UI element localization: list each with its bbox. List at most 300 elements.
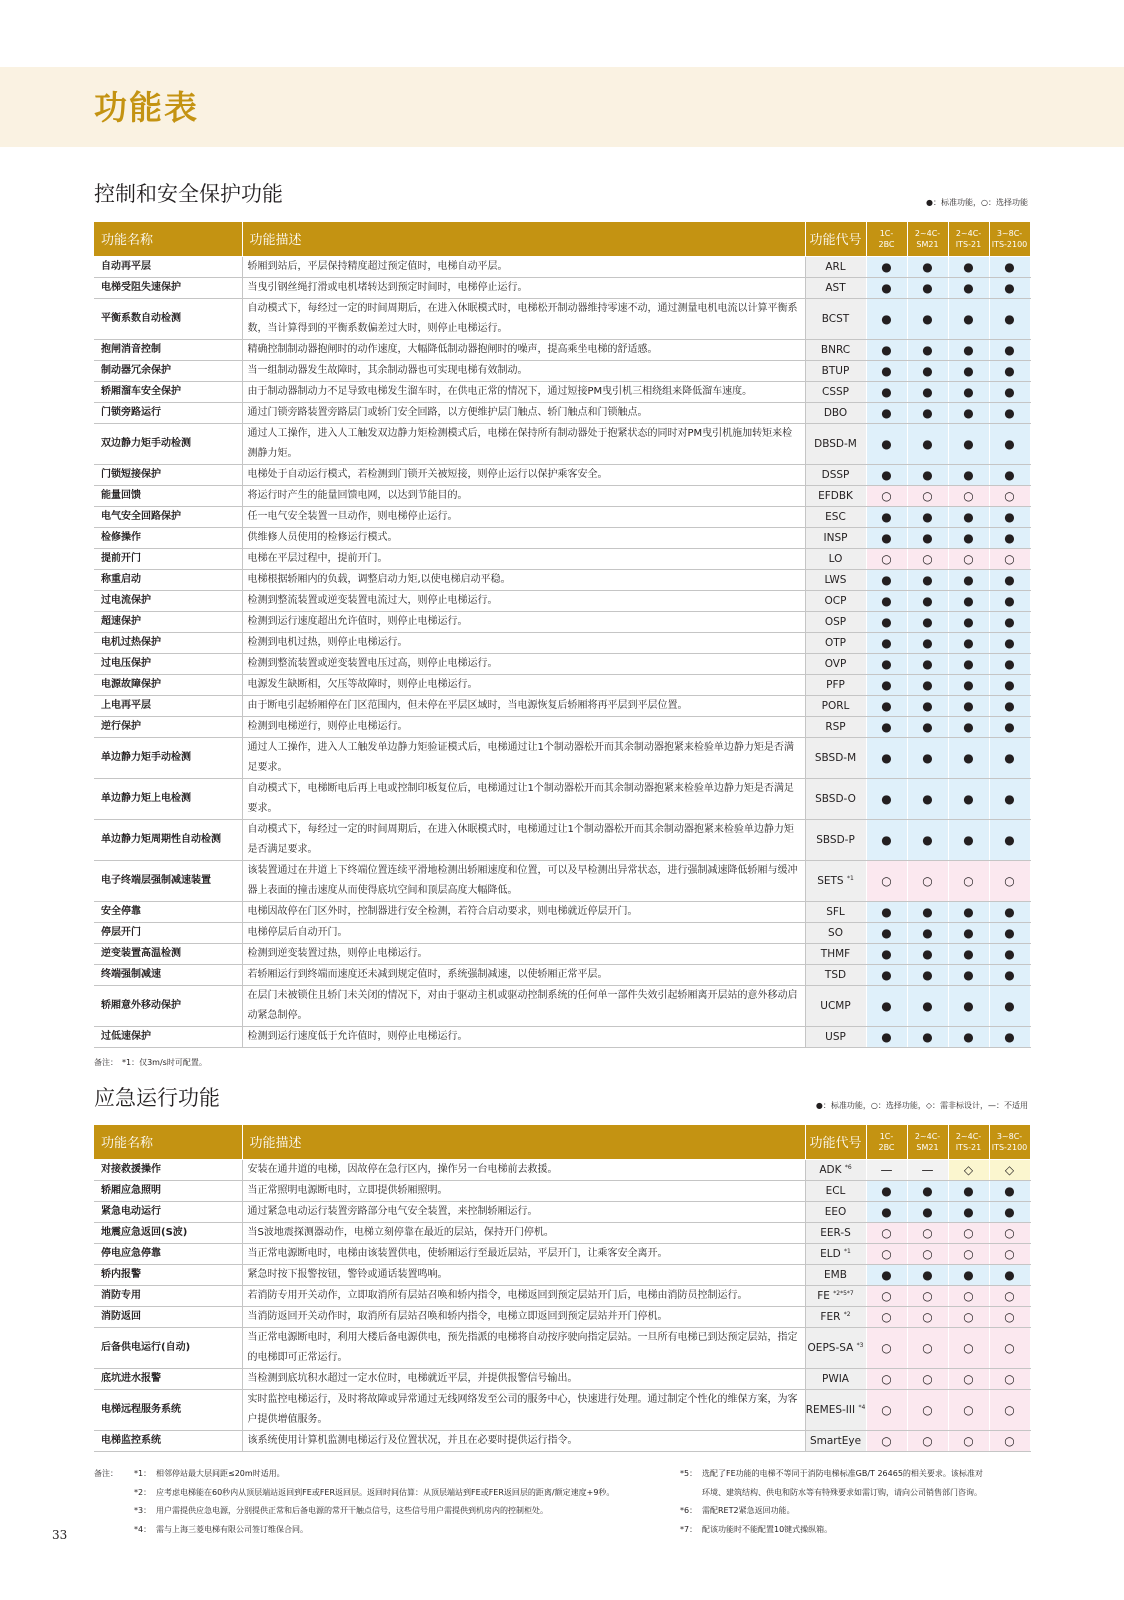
function-code <box>805 1285 866 1306</box>
function-name: 电梯监控系统 <box>94 1430 242 1451</box>
function-code <box>805 527 866 548</box>
availability-mark: ● <box>948 985 989 1026</box>
availability-mark: ● <box>948 695 989 716</box>
function-code-text: TSD <box>824 968 847 981</box>
function-name: 制动器冗余保护 <box>94 360 242 381</box>
table-row <box>94 277 1030 298</box>
availability-mark: ◇ <box>989 1159 1030 1180</box>
table-row <box>94 527 1030 548</box>
availability-mark: ○ <box>866 485 907 506</box>
function-code-text: SETS <box>817 874 844 887</box>
availability-mark: ● <box>948 423 989 464</box>
availability-mark: ● <box>989 943 1030 964</box>
availability-mark: ● <box>866 922 907 943</box>
availability-mark: ● <box>866 506 907 527</box>
availability-mark: ○ <box>948 1368 989 1389</box>
function-code <box>805 506 866 527</box>
availability-mark: ● <box>866 339 907 360</box>
function-name: 后备供电运行(自动) <box>94 1327 242 1368</box>
legend-emergency: ●：标准功能，○：选择功能，◇：需非标设计，—：不适用 <box>815 1101 1028 1110</box>
header-model-1c-2bc <box>866 1125 907 1159</box>
function-desc: 电梯因故停在门区外时，控制器进行安全检测，若符合启动要求，则电梯就近停层开门。 <box>242 901 805 922</box>
table-row <box>94 1389 1030 1430</box>
availability-mark: ● <box>948 381 989 402</box>
availability-mark: ● <box>948 464 989 485</box>
availability-mark: ○ <box>948 1222 989 1243</box>
function-code <box>805 716 866 737</box>
function-code <box>805 1264 866 1285</box>
note-row <box>680 1521 983 1540</box>
function-code-text: REMES-III <box>805 1403 856 1416</box>
header-function-code: 功能代号 <box>805 1125 866 1159</box>
function-name: 地震应急返回(S波) <box>94 1222 242 1243</box>
function-code <box>805 485 866 506</box>
function-code <box>805 360 866 381</box>
availability-mark: ○ <box>907 1368 948 1389</box>
availability-mark: ● <box>866 985 907 1026</box>
availability-mark: ● <box>948 569 989 590</box>
function-name: 电源故障保护 <box>94 674 242 695</box>
availability-mark: ● <box>907 298 948 339</box>
control-safety-table <box>94 222 1031 1048</box>
function-code-text: THMF <box>820 947 851 960</box>
function-name: 上电再平层 <box>94 695 242 716</box>
note-text: 环境、建筑结构、供电和防水等有特殊要求如需订购，请向公司销售部门咨询。 <box>702 1487 982 1497</box>
function-desc: 当正常照明电源断电时，立即提供轿厢照明。 <box>242 1180 805 1201</box>
note-label: 备注： <box>94 1469 118 1478</box>
function-code <box>805 632 866 653</box>
availability-mark: ● <box>948 653 989 674</box>
function-code-text: PORL <box>821 699 850 712</box>
function-desc: 电梯处于自动运行模式，若检测到门锁开关被短接，则停止运行以保护乘客安全。 <box>242 464 805 485</box>
table-row <box>94 1264 1030 1285</box>
function-code <box>805 1201 866 1222</box>
availability-mark: ● <box>866 402 907 423</box>
function-code-text: SO <box>828 926 843 939</box>
availability-mark: ● <box>907 632 948 653</box>
note-row <box>94 1521 614 1540</box>
function-code <box>805 737 866 778</box>
function-code-text: UCMP <box>820 999 851 1012</box>
availability-mark: ● <box>907 695 948 716</box>
availability-mark: ● <box>989 402 1030 423</box>
availability-mark: ○ <box>907 1430 948 1451</box>
availability-mark: ● <box>866 423 907 464</box>
note-number <box>680 1484 702 1503</box>
table-row <box>94 778 1030 819</box>
table-row <box>94 964 1030 985</box>
function-code <box>805 1368 866 1389</box>
function-code <box>805 860 866 901</box>
table-row <box>94 548 1030 569</box>
function-code-text: CSSP <box>822 385 849 398</box>
availability-mark: ● <box>866 695 907 716</box>
function-desc: 轿厢到站后，平层保持精度超过预定值时，电梯自动平层。 <box>242 256 805 277</box>
function-code <box>805 423 866 464</box>
function-desc: 当检测到底坑积水超过一定水位时，电梯就近平层，并提供报警信号输出。 <box>242 1368 805 1389</box>
availability-mark: ● <box>907 527 948 548</box>
header-function-name: 功能名称 <box>94 1125 242 1159</box>
availability-mark: ● <box>907 506 948 527</box>
availability-mark: ● <box>907 360 948 381</box>
function-code-text: EMB <box>824 1268 847 1281</box>
note-row <box>94 1484 614 1503</box>
availability-mark: ○ <box>989 548 1030 569</box>
availability-mark: ● <box>989 632 1030 653</box>
table-row <box>94 506 1030 527</box>
header-function-desc: 功能描述 <box>242 222 805 256</box>
availability-mark: ○ <box>907 548 948 569</box>
availability-mark: ● <box>989 737 1030 778</box>
availability-mark: ● <box>866 943 907 964</box>
emergency-table <box>94 1125 1031 1452</box>
page-title: 功能表 <box>94 88 199 127</box>
availability-mark: ○ <box>866 1327 907 1368</box>
availability-mark: ● <box>989 985 1030 1026</box>
availability-mark: ○ <box>989 1368 1030 1389</box>
function-code <box>805 277 866 298</box>
function-desc: 任一电气安全装置一旦动作，则电梯停止运行。 <box>242 506 805 527</box>
control-safety-note: 备注： *1：仅3m/s时可配置。 <box>94 1058 207 1067</box>
table-row <box>94 423 1030 464</box>
availability-mark: ○ <box>866 1430 907 1451</box>
function-desc: 当一组制动器发生故障时，其余制动器也可实现电梯有效制动。 <box>242 360 805 381</box>
function-desc: 当曳引钢丝绳打滑或电机堵转达到预定时间时，电梯停止运行。 <box>242 277 805 298</box>
function-desc: 通过紧急电动运行装置旁路部分电气安全装置，来控制轿厢运行。 <box>242 1201 805 1222</box>
availability-mark: ○ <box>989 1222 1030 1243</box>
function-code-text: ADK <box>819 1163 842 1176</box>
function-name: 终端强制减速 <box>94 964 242 985</box>
availability-mark: ● <box>907 339 948 360</box>
availability-mark: ○ <box>907 1389 948 1430</box>
function-desc: 检测到整流装置或逆变装置电压过高，则停止电梯运行。 <box>242 653 805 674</box>
availability-mark: ● <box>907 943 948 964</box>
availability-mark: ○ <box>866 1285 907 1306</box>
availability-mark: ● <box>989 423 1030 464</box>
availability-mark: ● <box>989 339 1030 360</box>
function-desc: 当正常电源断电时，电梯由该装置供电，使轿厢运行至最近层站，平层开门，让乘客安全离开。 <box>242 1243 805 1264</box>
availability-mark: — <box>907 1159 948 1180</box>
function-name: 电子终端层强制减速装置 <box>94 860 242 901</box>
note-number: *6： <box>680 1506 698 1515</box>
function-code <box>805 464 866 485</box>
legend-control-safety: ●：标准功能，○：选择功能 <box>926 198 1028 207</box>
table-row <box>94 569 1030 590</box>
availability-mark: ● <box>866 298 907 339</box>
header-model-label: 2~4C- ITS-21 <box>955 1131 982 1152</box>
availability-mark: ● <box>989 922 1030 943</box>
availability-mark: ● <box>989 569 1030 590</box>
note-label <box>94 1521 134 1540</box>
availability-mark: ○ <box>948 1285 989 1306</box>
function-code <box>805 1389 866 1430</box>
availability-mark: ● <box>866 590 907 611</box>
availability-mark: ● <box>948 778 989 819</box>
function-code-text: EFDBK <box>818 489 853 502</box>
availability-mark: ○ <box>989 485 1030 506</box>
table-row <box>94 256 1030 277</box>
availability-mark: ● <box>989 256 1030 277</box>
table-row <box>94 695 1030 716</box>
header-model-its2100 <box>989 222 1030 256</box>
availability-mark: ● <box>866 277 907 298</box>
availability-mark: ○ <box>948 548 989 569</box>
availability-mark: ● <box>907 569 948 590</box>
function-name: 超速保护 <box>94 611 242 632</box>
function-code-note: *4 <box>858 1403 866 1411</box>
availability-mark: ● <box>866 674 907 695</box>
availability-mark: ● <box>907 1026 948 1047</box>
table-row <box>94 1285 1030 1306</box>
header-model-label: 2~4C- SM21 <box>914 1131 941 1152</box>
availability-mark: ● <box>989 716 1030 737</box>
function-code-text: DBO <box>823 406 848 419</box>
table-row <box>94 1306 1030 1327</box>
header-model-its21 <box>948 1125 989 1159</box>
availability-mark: ● <box>866 901 907 922</box>
table-row <box>94 1026 1030 1047</box>
table-row <box>94 1222 1030 1243</box>
availability-mark: ● <box>989 653 1030 674</box>
function-desc: 检测到运行速度低于允许值时，则停止电梯运行。 <box>242 1026 805 1047</box>
availability-mark: ● <box>866 819 907 860</box>
function-code-text: LWS <box>824 573 847 586</box>
availability-mark: ● <box>866 569 907 590</box>
function-code-text: INSP <box>823 531 848 544</box>
availability-mark: ● <box>866 464 907 485</box>
function-desc: 安装在通井道的电梯，因故停在急行区内，操作另一台电梯前去救援。 <box>242 1159 805 1180</box>
function-desc: 由于断电引起轿厢停在门区范围内，但未停在平层区域时，当电源恢复后轿厢将再平层到平层位置。 <box>242 695 805 716</box>
note-row <box>94 1465 614 1484</box>
availability-mark: ● <box>907 611 948 632</box>
note-text: 选配了FE功能的电梯不等同于消防电梯标准GB/T 26465的相关要求。该标准对 <box>702 1469 983 1478</box>
function-code-text: EEO <box>824 1205 847 1218</box>
function-name: 单边静力矩手动检测 <box>94 737 242 778</box>
control-safety-table-body <box>94 256 1030 1047</box>
availability-mark: ● <box>907 1264 948 1285</box>
availability-mark: ● <box>866 653 907 674</box>
note-number: *4： <box>134 1524 152 1534</box>
function-code <box>805 778 866 819</box>
header-function-desc: 功能描述 <box>242 1125 805 1159</box>
function-code-text: OEPS-SA <box>807 1341 854 1354</box>
function-name: 门锁旁路运行 <box>94 402 242 423</box>
function-desc: 检测到运行速度超出允许值时，则停止电梯运行。 <box>242 611 805 632</box>
function-code-note: *2*5*7 <box>833 1289 854 1297</box>
availability-mark: ● <box>989 506 1030 527</box>
availability-mark: ● <box>907 964 948 985</box>
function-desc: 电梯在平层过程中，提前开门。 <box>242 548 805 569</box>
function-desc: 电源发生缺断相，欠压等故障时，则停止电梯运行。 <box>242 674 805 695</box>
note-number: *2： <box>134 1487 152 1497</box>
availability-mark: ○ <box>907 1327 948 1368</box>
function-code-note: *1 <box>846 874 854 882</box>
availability-mark: ● <box>866 1201 907 1222</box>
availability-mark: ○ <box>907 1285 948 1306</box>
function-code <box>805 611 866 632</box>
availability-mark: ○ <box>866 860 907 901</box>
page-number: 33 <box>52 1528 68 1542</box>
function-code-note: *3 <box>856 1341 864 1349</box>
function-code-text: SFL <box>826 905 845 918</box>
header-model-label: 2~4C- SM21 <box>914 228 941 249</box>
function-desc: 当S波地震探测器动作，电梯立刻停靠在最近的层站，保持开门停机。 <box>242 1222 805 1243</box>
availability-mark: ● <box>989 590 1030 611</box>
function-desc: 电梯停层后自动开门。 <box>242 922 805 943</box>
availability-mark: ● <box>907 901 948 922</box>
availability-mark: ● <box>948 674 989 695</box>
availability-mark: ● <box>948 527 989 548</box>
availability-mark: ● <box>866 964 907 985</box>
availability-mark: ● <box>907 674 948 695</box>
table-row <box>94 1243 1030 1264</box>
function-name: 停层开门 <box>94 922 242 943</box>
function-name: 逆变装置高温检测 <box>94 943 242 964</box>
function-code-note: *6 <box>844 1163 852 1171</box>
function-code <box>805 819 866 860</box>
availability-mark: ● <box>907 464 948 485</box>
function-name: 电机过热保护 <box>94 632 242 653</box>
availability-mark: ● <box>989 611 1030 632</box>
emergency-notes-right <box>680 1465 983 1539</box>
note-text: 应考虑电梯能在60秒内从顶层端站返回到FE或FER返回层。返回时间估算：从顶层端站到FE或FER返回层的距离/额定速度+9秒。 <box>156 1487 615 1497</box>
header-model-label: 1C- 2BC <box>878 228 895 249</box>
function-desc: 自动模式下，电梯断电后再上电或控制印板复位后，电梯通过让1个制动器松开而其余制动器抱紧来检验单边静力矩是否满足要求。 <box>242 778 805 819</box>
availability-mark: ○ <box>907 1222 948 1243</box>
availability-mark: ● <box>989 1264 1030 1285</box>
section-title-control-safety: 控制和安全保护功能 <box>94 182 283 206</box>
function-code <box>805 1159 866 1180</box>
emergency-table-body <box>94 1159 1030 1451</box>
function-code <box>805 569 866 590</box>
function-name: 轿厢溜车安全保护 <box>94 381 242 402</box>
function-code <box>805 922 866 943</box>
function-code-text: LO <box>828 552 843 565</box>
function-code-text: BCST <box>821 312 850 325</box>
function-desc: 精确控制制动器抱闸时的动作速度，大幅降低制动器抱闸时的噪声，提高乘坐电梯的舒适感。 <box>242 339 805 360</box>
function-code-text: ECL <box>825 1184 846 1197</box>
function-name: 双边静力矩手动检测 <box>94 423 242 464</box>
availability-mark: ● <box>948 901 989 922</box>
function-name: 安全停靠 <box>94 901 242 922</box>
availability-mark: ○ <box>948 485 989 506</box>
table-row <box>94 632 1030 653</box>
table-row <box>94 464 1030 485</box>
availability-mark: ● <box>907 922 948 943</box>
function-name: 能量回馈 <box>94 485 242 506</box>
function-code-text: DSSP <box>821 468 850 481</box>
function-code <box>805 695 866 716</box>
note-text: 相邻停站最大层间距≤20m时适用。 <box>156 1469 285 1478</box>
availability-mark: ● <box>866 360 907 381</box>
availability-mark: ● <box>866 1180 907 1201</box>
function-name: 电梯受阻失速保护 <box>94 277 242 298</box>
availability-mark: ● <box>907 381 948 402</box>
function-code-text: ARL <box>825 260 846 273</box>
note-row <box>680 1502 983 1521</box>
header-model-label: 1C- 2BC <box>878 1131 895 1152</box>
availability-mark: ● <box>866 778 907 819</box>
table-header-row <box>94 1125 1030 1159</box>
table-row <box>94 674 1030 695</box>
availability-mark: ○ <box>948 1306 989 1327</box>
function-code <box>805 1180 866 1201</box>
header-model-1c-2bc <box>866 222 907 256</box>
availability-mark: ● <box>866 611 907 632</box>
availability-mark: ● <box>989 527 1030 548</box>
availability-mark: ● <box>948 632 989 653</box>
availability-mark: ● <box>989 1026 1030 1047</box>
availability-mark: ○ <box>948 1430 989 1451</box>
table-row <box>94 1327 1030 1368</box>
availability-mark: ● <box>948 590 989 611</box>
function-desc: 当消防返回开关动作时，取消所有层站召唤和轿内指令，电梯立即返回到预定层站并开门停机。 <box>242 1306 805 1327</box>
availability-mark: ● <box>866 256 907 277</box>
function-desc: 检测到电机过热，则停止电梯运行。 <box>242 632 805 653</box>
function-name: 轿厢意外移动保护 <box>94 985 242 1026</box>
availability-mark: ● <box>866 527 907 548</box>
function-code <box>805 298 866 339</box>
function-name: 单边静力矩周期性自动检测 <box>94 819 242 860</box>
table-row <box>94 901 1030 922</box>
availability-mark: ● <box>866 381 907 402</box>
function-name: 消防返回 <box>94 1306 242 1327</box>
table-row <box>94 1201 1030 1222</box>
table-row <box>94 1159 1030 1180</box>
function-code-text: SBSD-M <box>814 751 857 764</box>
availability-mark: — <box>866 1159 907 1180</box>
function-code <box>805 1222 866 1243</box>
function-desc: 检测到整流装置或逆变装置电流过大，则停止电梯运行。 <box>242 590 805 611</box>
header-model-label: 3~8C- ITS-2100 <box>991 228 1028 249</box>
note-text: 需配RET2紧急返回功能。 <box>702 1506 795 1515</box>
function-code <box>805 674 866 695</box>
availability-mark: ○ <box>989 1243 1030 1264</box>
function-code-text: AST <box>825 281 846 294</box>
availability-mark: ○ <box>948 1389 989 1430</box>
function-name: 自动再平层 <box>94 256 242 277</box>
availability-mark: ○ <box>989 1285 1030 1306</box>
availability-mark: ● <box>948 277 989 298</box>
function-code-text: ESC <box>825 510 846 523</box>
function-code-text: BTUP <box>821 364 850 377</box>
function-code-note: *2 <box>843 1310 851 1318</box>
availability-mark: ○ <box>989 1327 1030 1368</box>
availability-mark: ● <box>866 737 907 778</box>
function-code-text: FER <box>820 1310 841 1323</box>
function-name: 过电压保护 <box>94 653 242 674</box>
function-code <box>805 381 866 402</box>
availability-mark: ● <box>866 632 907 653</box>
function-code <box>805 1243 866 1264</box>
function-desc: 电梯根据轿厢内的负载，调整启动力矩,以使电梯启动平稳。 <box>242 569 805 590</box>
table-row <box>94 653 1030 674</box>
availability-mark: ○ <box>948 860 989 901</box>
availability-mark: ● <box>989 277 1030 298</box>
function-name: 轿厢应急照明 <box>94 1180 242 1201</box>
function-code-text: PWIA <box>822 1372 849 1385</box>
note-row <box>680 1484 983 1503</box>
function-name: 逆行保护 <box>94 716 242 737</box>
availability-mark: ○ <box>866 548 907 569</box>
availability-mark: ○ <box>948 1327 989 1368</box>
availability-mark: ● <box>989 778 1030 819</box>
availability-mark: ○ <box>989 1306 1030 1327</box>
function-name: 电梯远程服务系统 <box>94 1389 242 1430</box>
function-desc: 自动模式下，每经过一定的时间周期后，在进入休眠模式时，电梯通过让1个制动器松开而其余制动器抱紧来检验单边静力矩是否满足要求。 <box>242 819 805 860</box>
function-desc: 当正常电源断电时，利用大楼后备电源供电，预先指派的电梯将自动按序驶向指定层站。一旦所有电梯已到达预定层站，指定的电梯即可正常运行。 <box>242 1327 805 1368</box>
function-desc: 若消防专用开关动作，立即取消所有层站召唤和轿内指令，电梯返回到预定层站开门后，电梯由消防员控制运行。 <box>242 1285 805 1306</box>
